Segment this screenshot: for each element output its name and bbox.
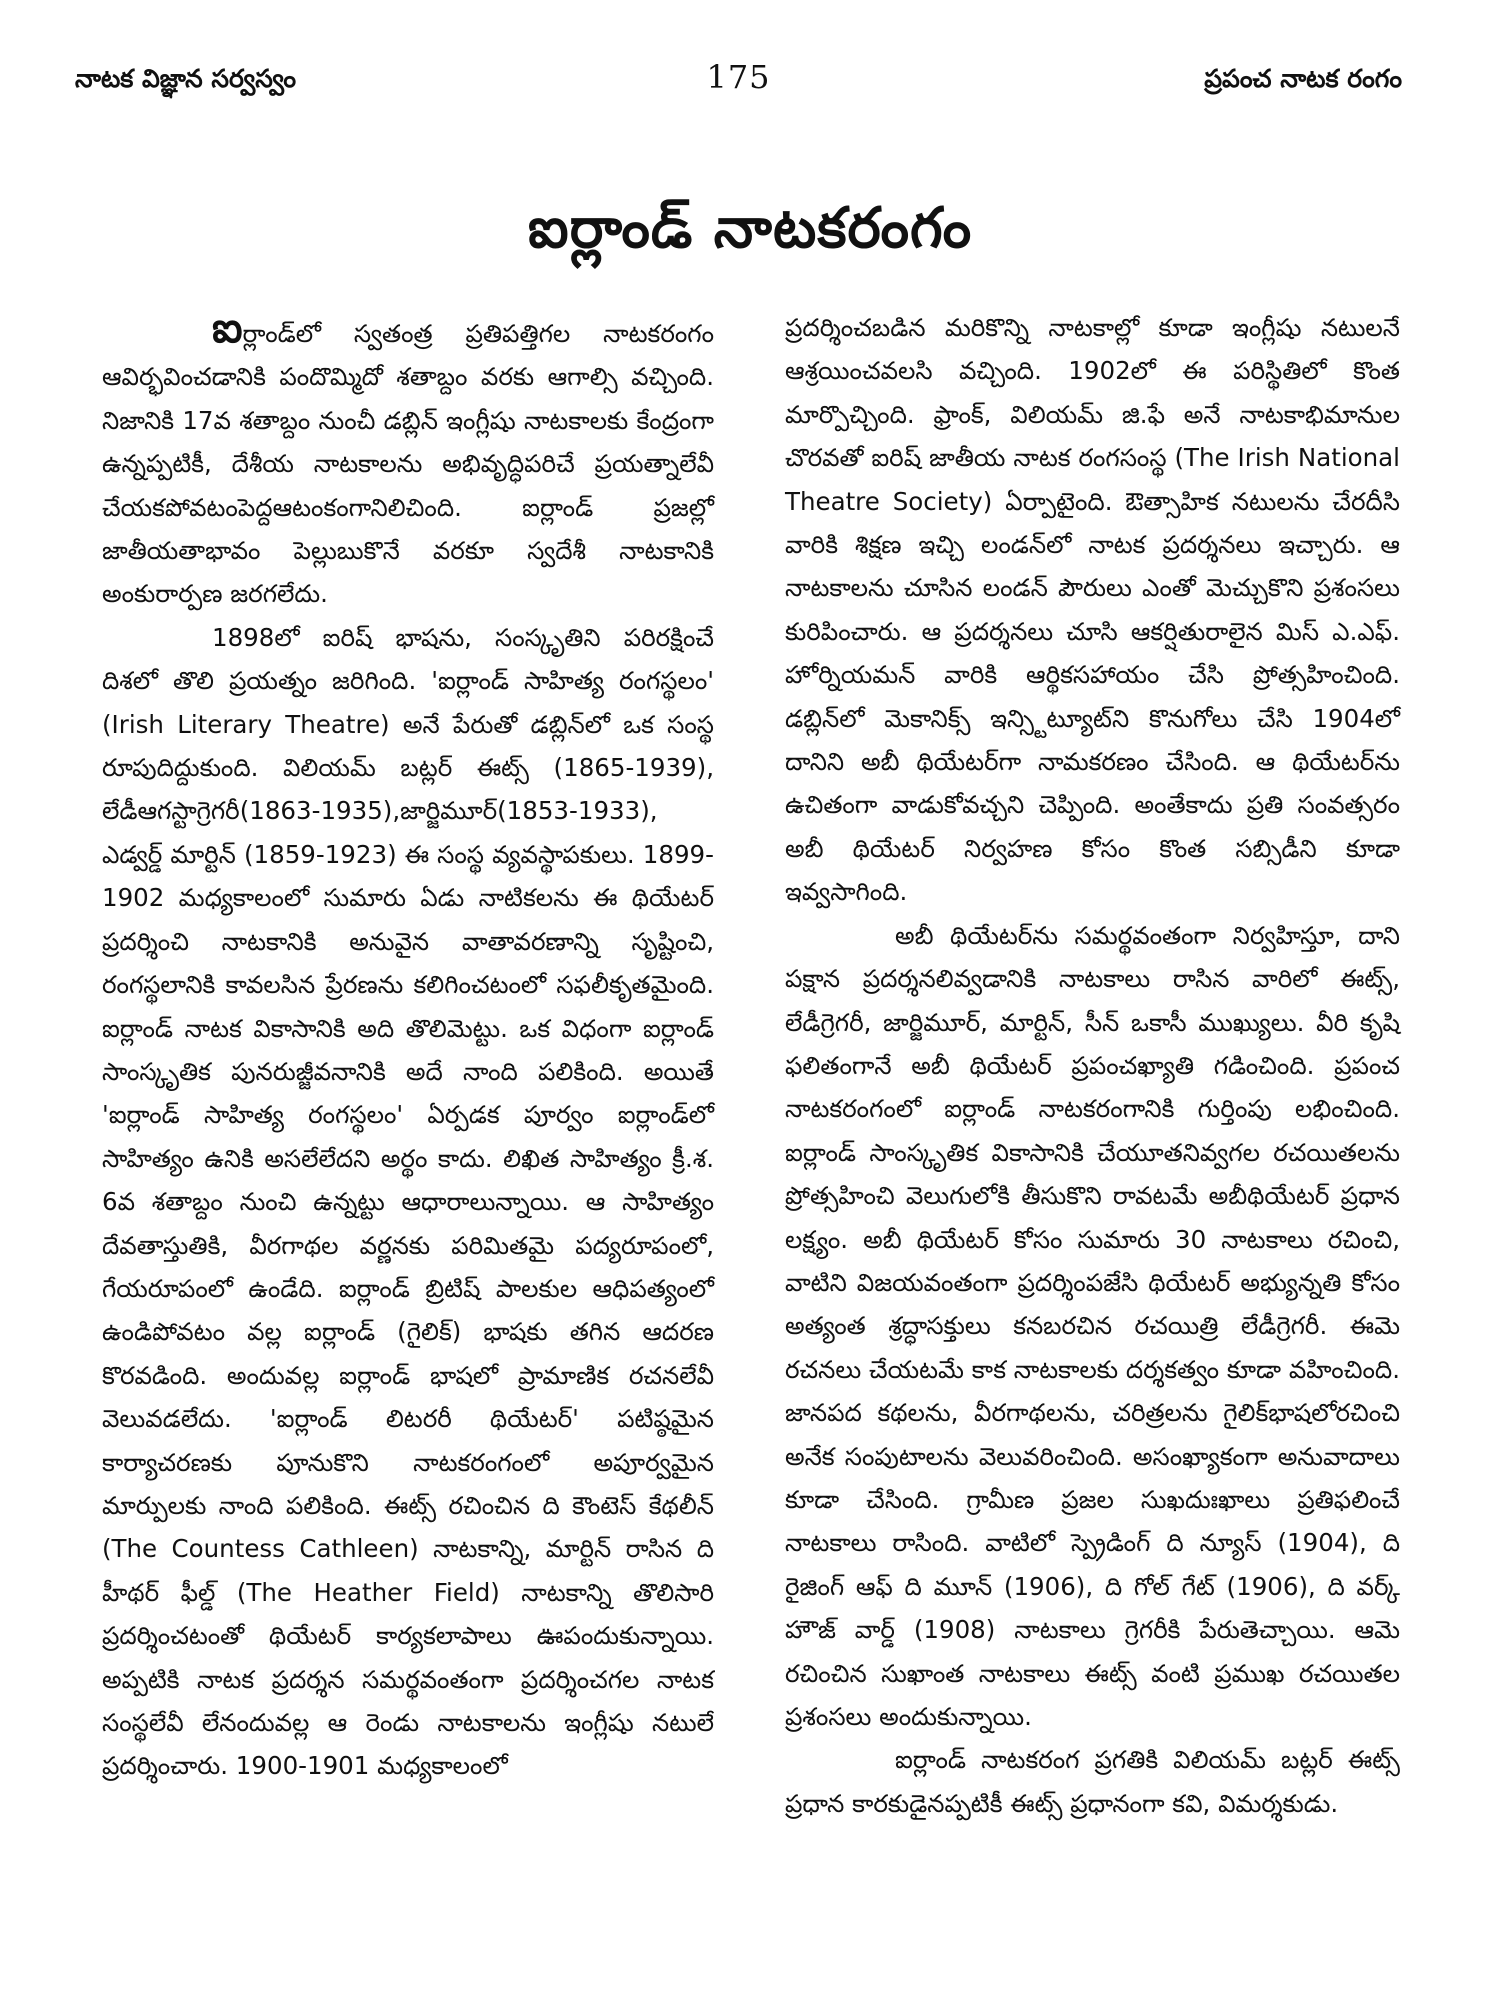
paragraph [102,303,714,616]
running-header [75,58,1402,98]
section-title: ప్రపంచ నాటక రంగం [1204,64,1402,93]
right-column [785,306,1400,1825]
book-title: నాటక విజ్ఞాన సర్వస్వం [75,64,297,93]
chapter-title: ఐర్లాండ్ నాటకరంగం [527,196,973,261]
paragraph: 1898లో ఐరిష్ భాషను, సంస్కృతిని పరిరక్షించే దిశలో తొలి ప్రయత్నం జరిగింది. 'ఐర్లాండ్ సాహిత్య రంగస్థలం' (Irish Literary Theatre) అనే పేరుతో డబ్లిన్‌లో ఒక సంస్థ రూపుదిద్దుకుంది. విలియమ్ బట్లర్ ఈట్స్ (1865-1939), లేడీఆగస్టాగ్రెగరీ(1863-1935),జార్జిమూర్(1853-1933), ఎడ్వర్డ్ మార్టిన్ (1859-1923) ఈ సంస్థ వ్యవస్థాపకులు. 1899-1902 మధ్యకాలంలో సుమారు ఏడు నాటికలను ఈ థియేటర్ ప్రదర్శించి నాటకానికి అనువైన వాతావరణాన్ని సృష్టించి, రంగస్థలానికి కావలసిన ప్రేరణను కలిగించటంలో సఫలీకృతమైంది. ఐర్లాండ్ నాటక వికాసానికి అది తొలిమెట్టు. ఒక విధంగా ఐర్లాండ్ సాంస్కృతిక పునరుజ్జీవనానికి అదే నాంది పలికింది. అయితే 'ఐర్లాండ్ సాహిత్య రంగస్థలం' ఏర్పడక పూర్వం ఐర్లాండ్‌లో సాహిత్యం ఉనికి అసలేలేదని అర్థం కాదు. లిఖిత సాహిత్యం క్రీ.శ. 6వ శతాబ్దం నుంచి ఉన్నట్టు ఆధారాలున్నాయి. ఆ సాహిత్యం దేవతాస్తుతికి, వీరగాథల వర్ణనకు పరిమితమై పద్యరూపంలో, గేయరూపంలో ఉండేది. ఐర్లాండ్ బ్రిటిష్ పాలకుల ఆధిపత్యంలో ఉండిపోవటం వల్ల ఐర్లాండ్ (గైలిక్) భాషకు తగిన ఆదరణ కొరవడింది. అందువల్ల ఐర్లాండ్ భాషలో ప్రామాణిక రచనలేవీ వెలువడలేదు. 'ఐర్లాండ్ లిటరరీ థియేటర్' పటిష్ఠమైన కార్యాచరణకు పూనుకొని నాటకరంగంలో అపూర్వమైన మార్పులకు నాంది పలికింది. ఈట్స్ రచించిన ది కౌంటెస్ కేథలీన్ (The Countess Cathleen) నాటకాన్ని, మార్టిన్ రాసిన ది హీథర్ ఫీల్డ్ (The Heather Field) నాటకాన్ని తొలిసారి ప్రదర్శించటంతో థియేటర్ కార్యకలాపాలు ఊపందుకున్నాయి. అప్పటికి నాటక ప్రదర్శన సమర్థవంతంగా ప్రదర్శించగల నాటక సంస్థలేవీ లేనందువల్ల ఆ రెండు నాటకాలను ఇంగ్లీషు నటులే ప్రదర్శించారు. 1900-1901 మధ్యకాలంలో [102,622,714,1781]
paragraph: ఐర్లాండ్ నాటకరంగ ప్రగతికి విలియమ్ బట్లర్ ఈట్స్ ప్రధాన కారకుడైనప్పటికీ ఈట్స్ ప్రధానంగా కవి, విమర్శకుడు. [785,1745,1400,1818]
drop-cap: ఐ [212,303,243,352]
paragraph: ప్రదర్శించబడిన మరికొన్ని నాటకాల్లో కూడా ఇంగ్లీషు నటులనే ఆశ్రయించవలసి వచ్చింది. 1902లో ఈ పరిస్థితిలో కొంత మార్పొచ్చింది. ఫ్రాంక్, విలియమ్ జి.ఫే అనే నాటకాభిమానుల చొరవతో ఐరిష్ జాతీయ నాటక రంగసంస్థ (The Irish National Theatre Society) ఏర్పాటైంది. ఔత్సాహిక నటులను చేరదీసి వారికి శిక్షణ ఇచ్చి లండన్‌లో నాటక ప్రదర్శనలు ఇచ్చారు. ఆ నాటకాలను చూసిన లండన్ పౌరులు ఎంతో మెచ్చుకొని ప్రశంసలు కురిపించారు. ఆ ప్రదర్శనలు చూసి ఆకర్షితురాలైన మిస్ ఎ.ఎఫ్. హోర్నియమన్ వారికి ఆర్థికసహాయం చేసి ప్రోత్సహించింది. డబ్లిన్‌లో మెకానిక్స్ ఇన్స్టిట్యూట్‌ని కొనుగోలు చేసి 1904లో దానిని అబీ థియేటర్‌గా నామకరణం చేసింది. ఆ థియేటర్‌ను ఉచితంగా వాడుకోవచ్చని చెప్పింది. అంతేకాదు ప్రతి సంవత్సరం అబీ థియేటర్ నిర్వహణ కోసం కొంత సబ్సిడీని కూడా ఇవ్వసాగింది. [785,313,1400,907]
paragraph-text: ర్లాండ్‌లో స్వతంత్ర ప్రతిపత్తిగల నాటకరంగం ఆవిర్భవించడానికి పందొమ్మిదో శతాబ్దం వరకు ఆగాల్సి వచ్చింది. నిజానికి 17వ శతాబ్దం నుంచీ డబ్లిన్ ఇంగ్లీషు నాటకాలకు కేంద్రంగా ఉన్నప్పటికీ, దేశీయ నాటకాలను అభివృద్ధిపరిచే ప్రయత్నాలేవీ చేయకపోవటంపెద్దఆటంకంగానిలిచింది. ఐర్లాండ్ ప్రజల్లో జాతీయతాభావం పెల్లుబుకొనే వరకూ స్వదేశీ నాటకానికి అంకురార్పణ జరగలేదు. [102,319,714,609]
left-column [102,303,714,1788]
paragraph: అబీ థియేటర్‌ను సమర్థవంతంగా నిర్వహిస్తూ, దాని పక్షాన ప్రదర్శనలివ్వడానికి నాటకాలు రాసిన వారిలో ఈట్స్, లేడీగ్రెగరీ, జార్జిమూర్, మార్టిన్, సీన్ ఒకాసీ ముఖ్యులు. వీరి కృషి ఫలితంగానే అబీ థియేటర్ ప్రపంచఖ్యాతి గడించింది. ప్రపంచ నాటకరంగంలో ఐర్లాండ్ నాటకరంగానికి గుర్తింపు లభించింది. ఐర్లాండ్ సాంస్కృతిక వికాసానికి చేయూతనివ్వగల రచయితలను ప్రోత్సహించి వెలుగులోకి తీసుకొని రావటమే అబీథియేటర్ ప్రధాన లక్ష్యం. అబీ థియేటర్ కోసం సుమారు 30 నాటకాలు రచించి, వాటిని విజయవంతంగా ప్రదర్శింపజేసి థియేటర్ అభ్యున్నతి కోసం అత్యంత శ్రద్ధాసక్తులు కనబరచిన రచయిత్రి లేడీగ్రెగరీ. ఈమె రచనలు చేయటమే కాక నాటకాలకు దర్శకత్వం కూడా వహించింది. జానపద కథలను, వీరగాథలను, చరిత్రలను గైలిక్‌భాషలోరచించి అనేక సంపుటాలను వెలువరించింది. అసంఖ్యాకంగా అనువాదాలు కూడా చేసింది. గ్రామీణ ప్రజల సుఖదుఃఖాలు ప్రతిఫలించే నాటకాలు రాసింది. వాటిలో స్ప్రెడింగ్ ది న్యూస్ (1904), ది రైజింగ్ ఆఫ్ ది మూన్ (1906), ది గోల్ గేట్ (1906), ది వర్క్ హౌజ్ వార్డ్ (1908) నాటకాలు గ్రెగరీకి పేరుతెచ్చాయి. ఆమె రచించిన సుఖాంత నాటకాలు ఈట్స్ వంటి ప్రముఖ రచయితల ప్రశంసలు అందుకున్నాయి. [785,920,1400,1731]
page-number: 175 [706,58,771,96]
